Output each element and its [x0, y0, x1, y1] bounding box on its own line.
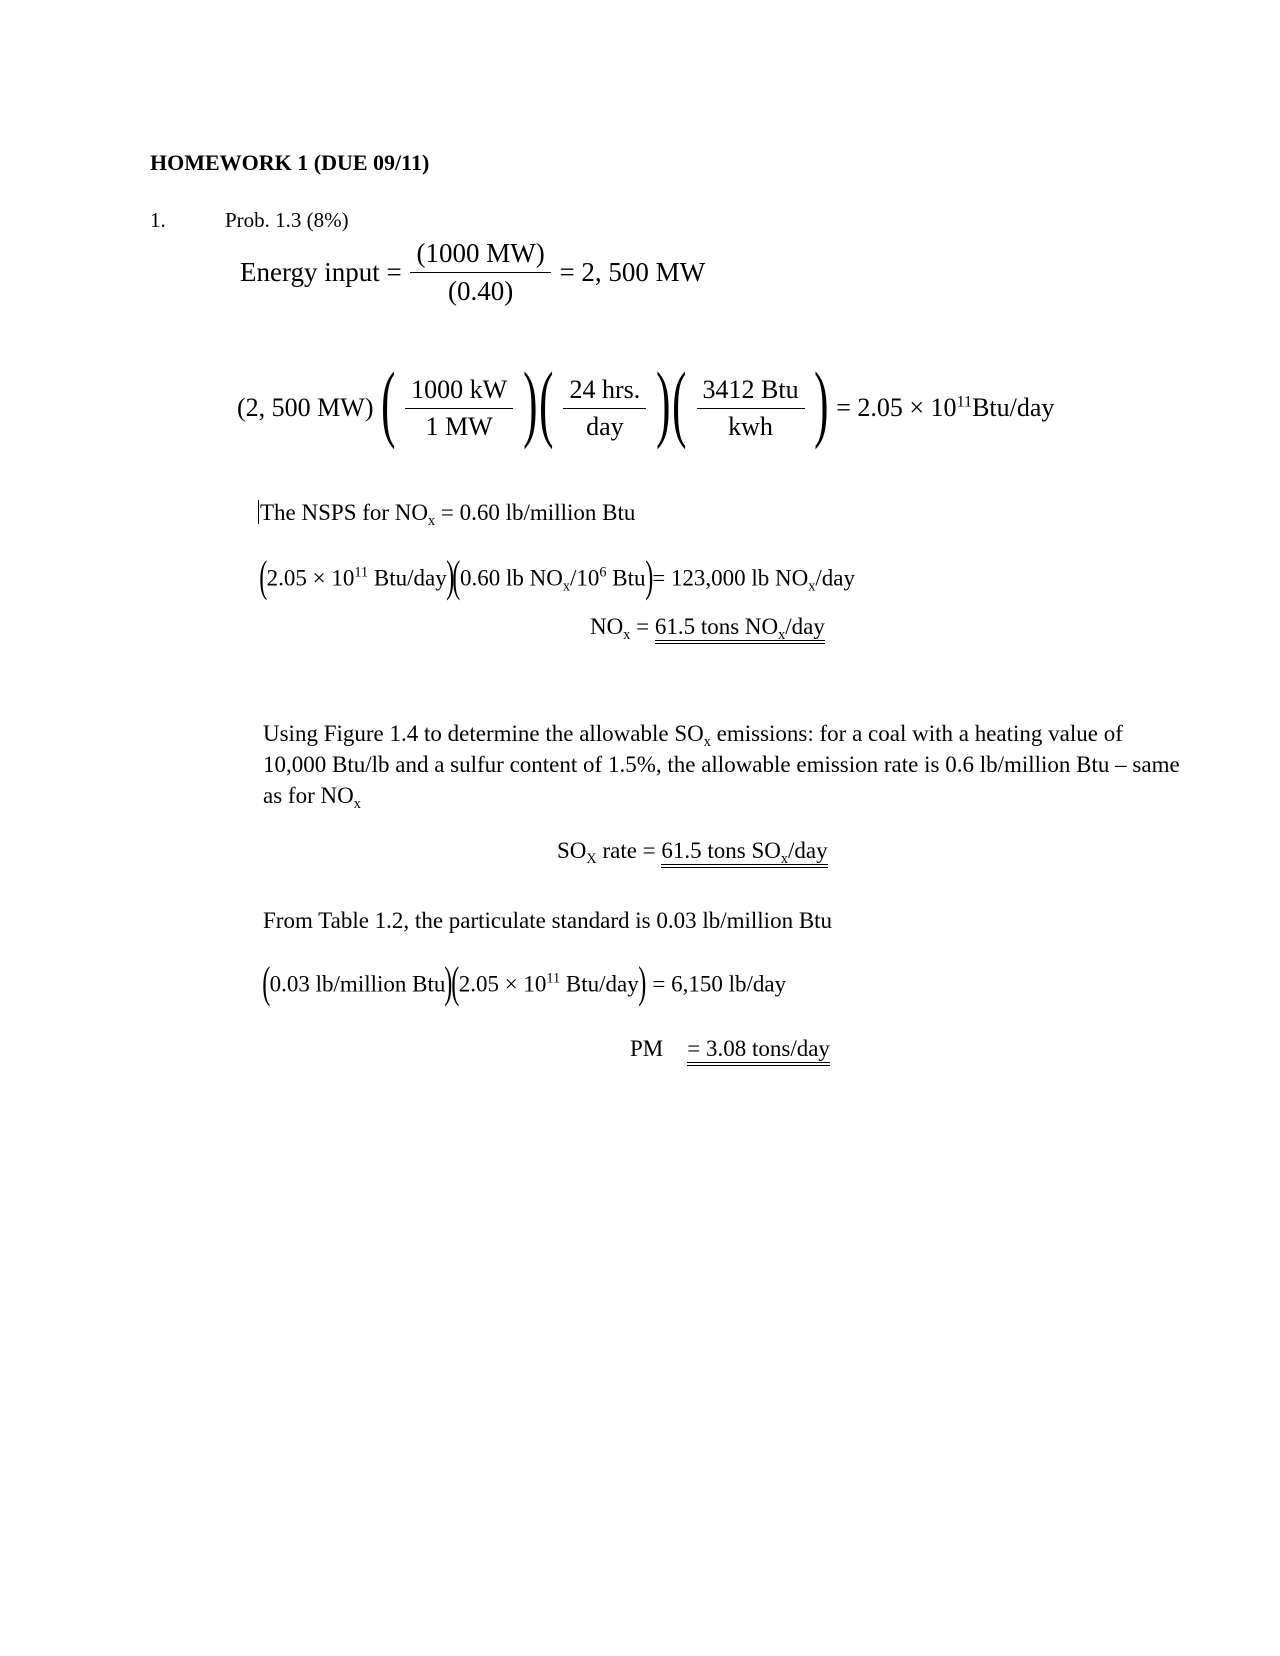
factor-3-denominator: kwh	[728, 411, 773, 441]
pm-result	[630, 1036, 830, 1062]
conversion-start: (2, 500 MW)	[237, 393, 374, 422]
nox-result-value	[655, 614, 825, 644]
sox-result-subscript: x	[780, 850, 789, 867]
nox-calc-unit-b: Btu	[606, 565, 646, 591]
factor-2-denominator: day	[586, 411, 624, 441]
pm-calculation	[262, 958, 787, 1007]
nox-calc-subscript-b: x	[562, 578, 571, 595]
paren-close: )	[638, 958, 647, 1007]
pm-calc-factor-b: 2.05 × 10	[458, 971, 547, 997]
nsps-value: = 0.60 lb/million Btu	[435, 500, 636, 525]
sox-result-amount: 61.5 tons SO	[661, 838, 781, 863]
nox-calc-factor-b: 0.60 lb NO	[460, 565, 563, 591]
factor-1-denominator: 1 MW	[425, 411, 493, 441]
pm-calc-exponent: 11	[546, 970, 561, 987]
pm-calc-result: = 6,150 lb/day	[652, 971, 787, 997]
nox-calc-result: = 123,000 lb NO	[652, 565, 809, 591]
nox-calc-result-subscript: x	[808, 578, 816, 595]
conversion-result-unit: Btu/day	[972, 393, 1055, 422]
conversion-factor-2	[563, 375, 646, 442]
sox-result-lhs: SO	[557, 838, 587, 863]
paren-open: (	[259, 552, 268, 601]
nsps-subscript: x	[428, 512, 436, 529]
paren-close: )	[655, 354, 671, 450]
paren-close: )	[644, 552, 653, 601]
pm-calc-factor-a: 0.03 lb/million Btu	[269, 971, 446, 997]
nox-calc-result-unit: /day	[815, 565, 856, 591]
sox-paragraph-subscript-2: x	[353, 795, 361, 812]
nox-result-equals: =	[630, 614, 655, 639]
factor-1-numerator: 1000 kW	[405, 375, 513, 409]
paren-close: )	[814, 354, 829, 450]
nox-result-amount: 61.5 tons NO	[654, 614, 779, 639]
sox-result-label: rate =	[596, 838, 662, 863]
paren-open: (	[262, 958, 271, 1007]
paren-open: (	[381, 354, 396, 450]
nox-calc-exponent-a: 11	[354, 564, 369, 581]
paren-open: (	[539, 354, 554, 450]
nox-calc-factor-a: 2.05 × 10	[266, 565, 355, 591]
conversion-result-base: = 2.05 × 10	[836, 393, 957, 422]
paren-close: )	[522, 354, 538, 450]
conversion-result	[836, 393, 1054, 422]
pm-calc-unit: Btu/day	[560, 971, 639, 997]
page-title: HOMEWORK 1 (DUE 09/11)	[150, 150, 430, 175]
nox-calc-exponent-b: 6	[599, 564, 607, 581]
conversion-factor-1	[405, 375, 513, 442]
nox-result-lhs: NO	[590, 614, 624, 639]
nox-result-lhs-subscript: x	[623, 626, 631, 643]
nox-result	[590, 614, 825, 643]
sox-paragraph-part-2: emissions: for a coal with a heating value of 10,000 Btu/lb and a sulfur content of 1.5%, the allowable emission rate is 0.6 lb/million Btu – same as for NO	[263, 721, 1180, 808]
factor-3-numerator: 3412 Btu	[697, 375, 805, 409]
problem-label: Prob. 1.3 (8%)	[225, 208, 349, 232]
paren-open: (	[452, 552, 461, 601]
energy-input-equation	[240, 238, 705, 307]
nox-calculation	[259, 552, 856, 601]
sox-paragraph	[263, 718, 1183, 811]
conversion-result-exponent: 11	[956, 393, 973, 411]
pm-result-lhs: PM	[630, 1036, 664, 1061]
text-cursor	[258, 500, 259, 524]
nox-calc-per: /10	[570, 565, 600, 591]
nox-result-subscript: x	[778, 626, 786, 643]
factor-2-numerator: 24 hrs.	[563, 375, 646, 409]
paren-close: )	[444, 958, 453, 1007]
conversion-factor-3	[697, 375, 805, 442]
sox-paragraph-part-1: Using Figure 1.4 to determine the allowable SO	[263, 721, 704, 746]
pm-statement: From Table 1.2, the particulate standard is 0.03 lb/million Btu	[263, 908, 833, 933]
paren-open: (	[451, 958, 460, 1007]
problem-number: 1.	[150, 208, 166, 232]
paren-close: )	[446, 552, 455, 601]
nox-calc-unit-a: Btu/day	[368, 565, 447, 591]
conversion-equation	[237, 354, 1055, 450]
nox-result-unit: /day	[785, 614, 825, 639]
nsps-text: The NSPS for NO	[260, 500, 429, 525]
sox-paragraph-subscript-1: x	[703, 733, 711, 750]
energy-input-denominator: (0.40)	[447, 276, 514, 306]
paren-open: (	[672, 354, 687, 450]
pm-result-equals: =	[687, 1036, 706, 1061]
nsps-statement	[258, 500, 636, 529]
sox-result-unit: /day	[788, 838, 828, 863]
sox-result-value	[661, 838, 827, 868]
energy-input-fraction	[410, 238, 550, 307]
energy-input-lhs: Energy input =	[240, 257, 402, 287]
energy-input-numerator: (1000 MW)	[410, 238, 550, 273]
sox-result	[557, 838, 828, 867]
energy-input-result: = 2, 500 MW	[559, 257, 706, 287]
pm-result-value	[687, 1036, 830, 1066]
pm-result-amount: 3.08 tons/day	[705, 1036, 830, 1061]
sox-result-lhs-subscript: X	[586, 850, 597, 867]
